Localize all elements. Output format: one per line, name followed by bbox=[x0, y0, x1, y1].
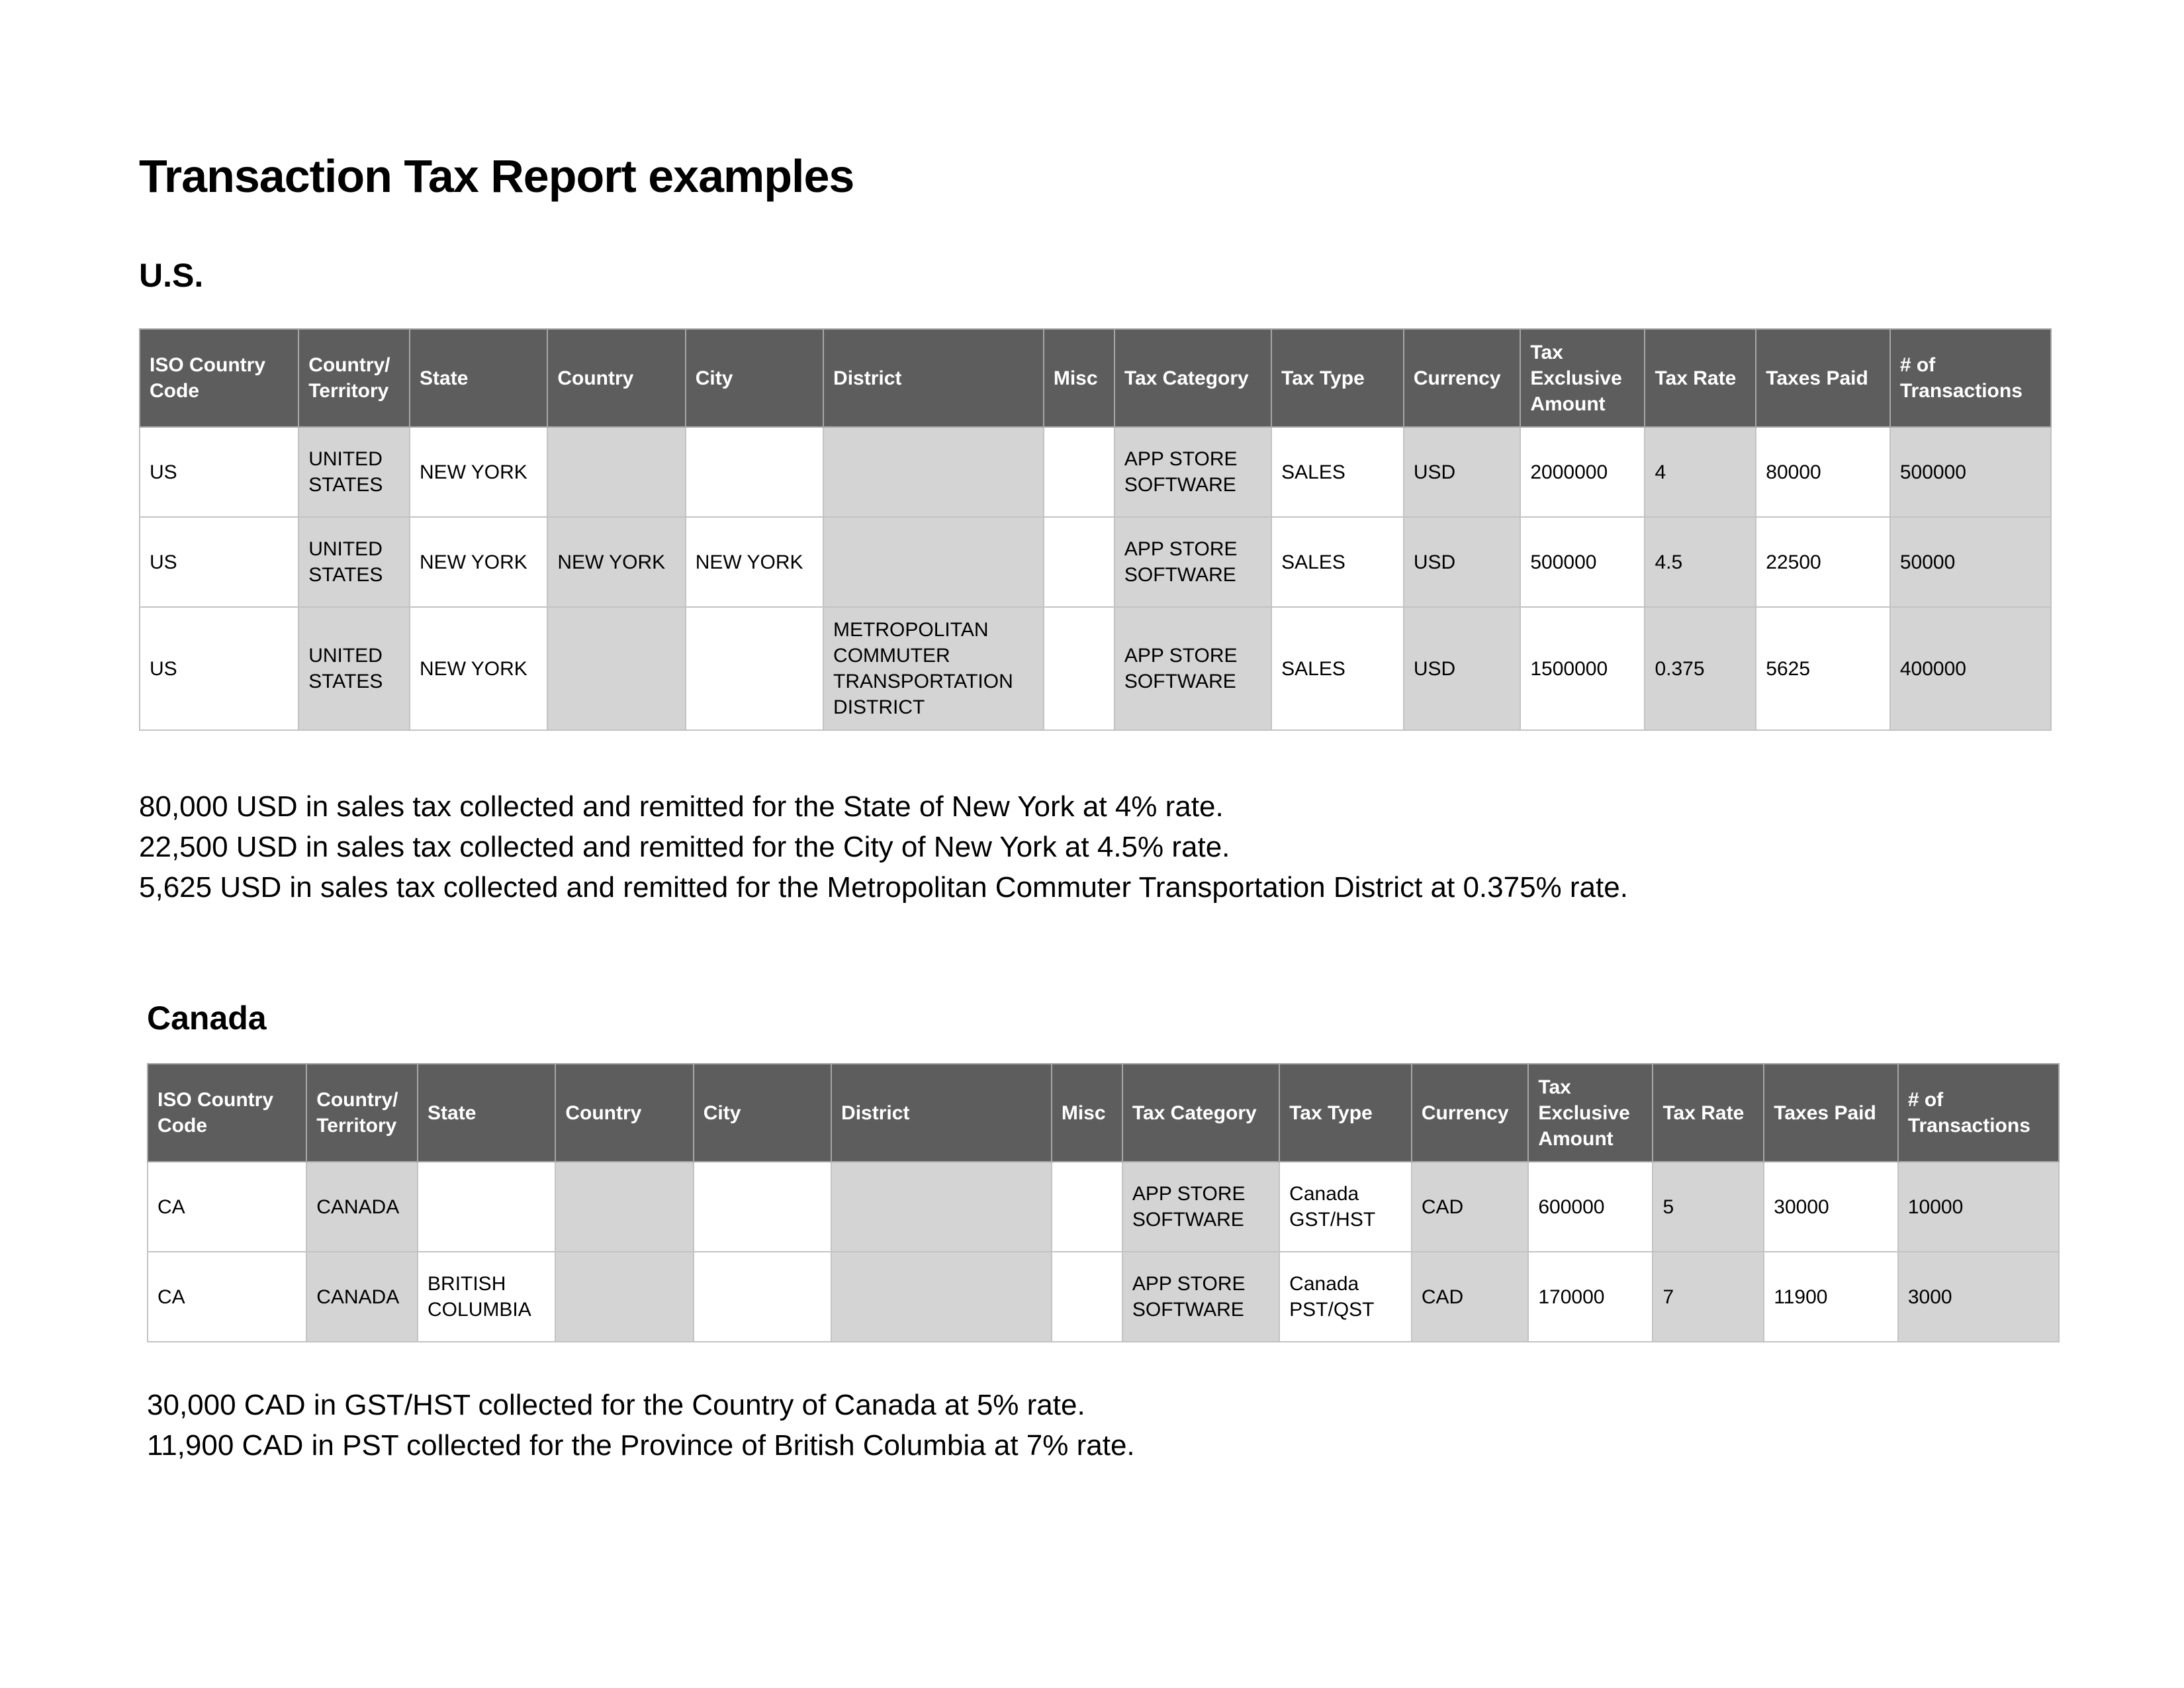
table-row bbox=[140, 427, 2051, 517]
table-cell: 80000 bbox=[1756, 427, 1890, 517]
column-header: State bbox=[418, 1064, 555, 1162]
column-header: State bbox=[410, 329, 547, 427]
table-cell: 4.5 bbox=[1645, 517, 1756, 607]
column-header: ISO Country Code bbox=[148, 1064, 306, 1162]
column-header: # of Transactions bbox=[1898, 1064, 2059, 1162]
column-header: District bbox=[831, 1064, 1052, 1162]
table-cell: 7 bbox=[1653, 1252, 1764, 1342]
column-header: City bbox=[694, 1064, 831, 1162]
table-cell: US bbox=[140, 607, 298, 730]
table-cell: NEW YORK bbox=[410, 427, 547, 517]
table-cell: APP STORE SOFTWARE bbox=[1122, 1162, 1279, 1252]
table-cell: 500000 bbox=[1520, 517, 1645, 607]
table-cell: NEW YORK bbox=[410, 607, 547, 730]
table-cell bbox=[1052, 1162, 1122, 1252]
table-cell: US bbox=[140, 427, 298, 517]
note-line: 11,900 CAD in PST collected for the Province of British Columbia at 7% rate. bbox=[147, 1429, 1135, 1462]
table-cell bbox=[1044, 517, 1115, 607]
table-cell: US bbox=[140, 517, 298, 607]
table-cell: 50000 bbox=[1890, 517, 2051, 607]
table-cell: 1500000 bbox=[1520, 607, 1645, 730]
table-cell: CANADA bbox=[306, 1252, 418, 1342]
table-cell: 3000 bbox=[1898, 1252, 2059, 1342]
table-cell bbox=[831, 1162, 1052, 1252]
column-header: Misc bbox=[1052, 1064, 1122, 1162]
section-heading-us: U.S. bbox=[139, 257, 204, 294]
canada-section bbox=[147, 1000, 2184, 1466]
column-header: Tax Type bbox=[1271, 329, 1404, 427]
us-tax-table bbox=[139, 328, 2052, 731]
table-cell: USD bbox=[1404, 427, 1521, 517]
table-cell: 2000000 bbox=[1520, 427, 1645, 517]
table-cell: 600000 bbox=[1528, 1162, 1653, 1252]
table-cell: NEW YORK bbox=[686, 517, 823, 607]
table-cell: CAD bbox=[1412, 1162, 1529, 1252]
table-row bbox=[140, 517, 2051, 607]
table-cell: 22500 bbox=[1756, 517, 1890, 607]
column-header: Taxes Paid bbox=[1764, 1064, 1898, 1162]
table-cell: METROPOLITAN COMMUTER TRANSPORTATION DISTRICT bbox=[823, 607, 1044, 730]
table-cell: SALES bbox=[1271, 427, 1404, 517]
table-cell: USD bbox=[1404, 517, 1521, 607]
table-cell: 5625 bbox=[1756, 607, 1890, 730]
table-cell bbox=[418, 1162, 555, 1252]
table-cell: APP STORE SOFTWARE bbox=[1115, 607, 1271, 730]
table-cell: 170000 bbox=[1528, 1252, 1653, 1342]
table-row bbox=[140, 607, 2051, 730]
table-cell bbox=[547, 607, 685, 730]
column-header: Tax Type bbox=[1279, 1064, 1412, 1162]
table-cell: 5 bbox=[1653, 1162, 1764, 1252]
table-cell: USD bbox=[1404, 607, 1521, 730]
table-cell bbox=[686, 427, 823, 517]
column-header: Tax Category bbox=[1115, 329, 1271, 427]
table-row bbox=[148, 1252, 2059, 1342]
table-cell bbox=[823, 427, 1044, 517]
column-header: Tax Rate bbox=[1645, 329, 1756, 427]
table-cell bbox=[555, 1252, 693, 1342]
column-header: Tax Category bbox=[1122, 1064, 1279, 1162]
table-cell: 0.375 bbox=[1645, 607, 1756, 730]
table-cell bbox=[694, 1162, 831, 1252]
column-header: Country bbox=[547, 329, 685, 427]
us-notes bbox=[139, 786, 2184, 908]
section-heading-canada: Canada bbox=[147, 1000, 267, 1037]
table-cell bbox=[831, 1252, 1052, 1342]
table-cell: BRITISH COLUMBIA bbox=[418, 1252, 555, 1342]
table-cell: 500000 bbox=[1890, 427, 2051, 517]
note-line: 22,500 USD in sales tax collected and remitted for the City of New York at 4.5% rate. bbox=[139, 831, 1230, 863]
table-cell: 10000 bbox=[1898, 1162, 2059, 1252]
note-line: 30,000 CAD in GST/HST collected for the Country of Canada at 5% rate. bbox=[147, 1389, 1085, 1421]
table-cell bbox=[1044, 427, 1115, 517]
header-row bbox=[148, 1064, 2059, 1162]
table-cell: NEW YORK bbox=[547, 517, 685, 607]
table-cell bbox=[555, 1162, 693, 1252]
column-header: ISO Country Code bbox=[140, 329, 298, 427]
table-cell: APP STORE SOFTWARE bbox=[1122, 1252, 1279, 1342]
column-header: Currency bbox=[1412, 1064, 1529, 1162]
table-cell: CA bbox=[148, 1252, 306, 1342]
table-cell: APP STORE SOFTWARE bbox=[1115, 517, 1271, 607]
column-header: City bbox=[686, 329, 823, 427]
column-header: Currency bbox=[1404, 329, 1521, 427]
column-header: Tax Exclusive Amount bbox=[1520, 329, 1645, 427]
page-title: Transaction Tax Report examples bbox=[139, 150, 854, 202]
column-header: Country/ Territory bbox=[298, 329, 410, 427]
table-row bbox=[148, 1162, 2059, 1252]
table-cell: SALES bbox=[1271, 607, 1404, 730]
us-section bbox=[139, 258, 2184, 908]
canada-notes bbox=[147, 1385, 2184, 1466]
note-line: 80,000 USD in sales tax collected and remitted for the State of New York at 4% rate. bbox=[139, 790, 1224, 823]
column-header: # of Transactions bbox=[1890, 329, 2051, 427]
table-cell: 11900 bbox=[1764, 1252, 1898, 1342]
table-cell bbox=[694, 1252, 831, 1342]
table-cell: APP STORE SOFTWARE bbox=[1115, 427, 1271, 517]
column-header: Misc bbox=[1044, 329, 1115, 427]
table-cell: CAD bbox=[1412, 1252, 1529, 1342]
table-cell: 30000 bbox=[1764, 1162, 1898, 1252]
table-cell: CA bbox=[148, 1162, 306, 1252]
column-header: Tax Exclusive Amount bbox=[1528, 1064, 1653, 1162]
header-row bbox=[140, 329, 2051, 427]
canada-tax-table bbox=[147, 1063, 2060, 1342]
table-cell: CANADA bbox=[306, 1162, 418, 1252]
column-header: Country bbox=[555, 1064, 693, 1162]
table-cell: Canada GST/HST bbox=[1279, 1162, 1412, 1252]
table-cell: UNITED STATES bbox=[298, 517, 410, 607]
table-cell bbox=[1044, 607, 1115, 730]
column-header: District bbox=[823, 329, 1044, 427]
table-cell bbox=[547, 427, 685, 517]
table-cell bbox=[1052, 1252, 1122, 1342]
table-cell: UNITED STATES bbox=[298, 607, 410, 730]
table-cell bbox=[823, 517, 1044, 607]
table-cell: SALES bbox=[1271, 517, 1404, 607]
table-cell: NEW YORK bbox=[410, 517, 547, 607]
note-line: 5,625 USD in sales tax collected and remitted for the Metropolitan Commuter Transportation District at 0.375% rate. bbox=[139, 871, 1628, 904]
table-cell: 400000 bbox=[1890, 607, 2051, 730]
table-cell: Canada PST/QST bbox=[1279, 1252, 1412, 1342]
table-cell: UNITED STATES bbox=[298, 427, 410, 517]
column-header: Tax Rate bbox=[1653, 1064, 1764, 1162]
column-header: Taxes Paid bbox=[1756, 329, 1890, 427]
table-cell bbox=[686, 607, 823, 730]
table-cell: 4 bbox=[1645, 427, 1756, 517]
column-header: Country/ Territory bbox=[306, 1064, 418, 1162]
